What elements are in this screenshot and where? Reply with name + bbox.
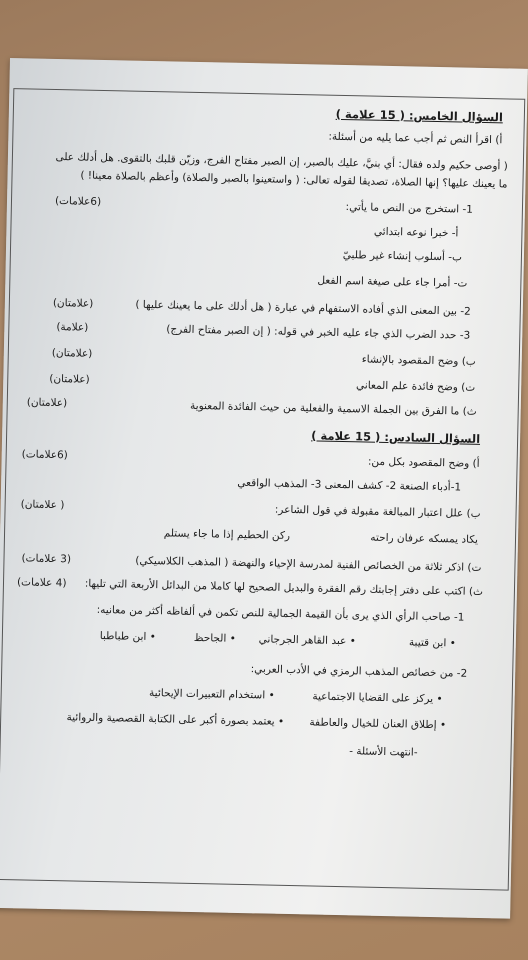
q6-part-a: أ) وضح المقصود بكل من: (367, 455, 480, 470)
q5-instruction: أ) اقرأ النص ثم أجب عما يليه من أسئلة: (328, 130, 503, 147)
passage-line-1: ( أوصى حكيم ولده فقال: أي بنيَّ، عليك بالصبر، إن الصبر مفتاح الفرج، وزيّن قلبك بالتقوى. هل أدلك على (55, 150, 508, 173)
q6-part-b: ب) علل اعتبار المبالغة مقبولة في قول الشاعر: (274, 503, 481, 520)
q6-part-a-items: 1-أدباء الصنعة 2- كشف المعنى 3- المذهب الواقعي (237, 476, 462, 494)
passage-line-2: ما يعينك عليها؟ إنها الصلاة، تصديقا لقوله تعالى: ( واستعينوا بالصبر والصلاة) وأعظم بالصلاة معينا! ) (80, 169, 508, 191)
q5-part-b: ب) وضح المقصود بالإنشاء (361, 353, 476, 368)
q6-title: السؤال السادس: ( 15 علامة ) (311, 428, 481, 446)
q5-item-1b: ب- أسلوب إنشاء غير طلبيّ (342, 249, 463, 264)
q5-item-3-mark: (علامة) (56, 321, 89, 334)
q6-part-c: ت) اذكر ثلاثة من الخصائص الفنية لمدرسة الإحياء والنهضة ( المذهب الكلاسيكي) (135, 554, 482, 574)
q5-part-d: ث) ما الفرق بين الجملة الاسمية والفعلية من حيث الفائدة المعنوية (189, 399, 477, 418)
q5-part-b-mark: (علامتان) (51, 346, 93, 360)
d1-option-1: • ابن قتيبة (409, 636, 456, 649)
d1-option-2: • عبد القاهر الجرجاني (259, 633, 356, 647)
q5-part-d-mark: (علامتان) (26, 396, 68, 410)
q5-item-3: 3- حدد الضرب الذي جاء عليه الخبر في قوله: ( إن الصبر مفتاح الفرج) (166, 323, 471, 342)
d2-option-4: • يعتمد بصورة أكبر على الكتابة القصصية والروائية (66, 711, 284, 728)
q6-part-c-mark: (3 علامات) (21, 552, 72, 566)
q5-item-1c: ت- أمرا جاء على صيغة اسم الفعل (317, 274, 468, 290)
end-of-questions: -انتهت الأسئلة - (349, 745, 418, 759)
q5-item-2: 2- بين المعنى الذي أفاده الاستفهام في عبارة ( هل أدلك على ما يعينك عليها ) (135, 298, 471, 318)
q5-item-1-mark: (6علامات) (54, 194, 102, 208)
q5-part-c: ت) وضح فائدة علم المعاني (355, 379, 476, 394)
verse-second-half: ركن الحطيم إذا ما جاء يستلم (163, 527, 291, 542)
q5-item-1a: أ- خبرا نوعه ابتدائي (373, 225, 459, 240)
q6-part-a-mark: (6علامات) (21, 448, 68, 462)
q5-part-c-mark: (علامتان) (49, 372, 90, 386)
q5-title: السؤال الخامس: ( 15 علامة ) (335, 106, 504, 125)
q6-item-2: 2- من خصائص المذهب الرمزي في الأدب العربي: (250, 663, 468, 680)
verse-first-half: يكاد يمسكه عرفان راحته (370, 531, 479, 546)
exam-paper (0, 58, 528, 919)
q5-item-2-mark: (علامتان) (52, 296, 94, 310)
d2-option-2: • استخدام التعبيرات الإيحائية (149, 687, 275, 702)
q6-part-d-mark: (4 علامات) (16, 576, 67, 590)
q6-part-b-mark: ( علامتان) (20, 498, 65, 512)
q5-item-1: 1- استخرج من النص ما يأتي: (345, 201, 474, 216)
d1-option-4: • ابن طباطبا (100, 630, 156, 643)
q6-part-d: ث) اكتب على دفتر إجابتك رقم الفقرة والبديل الصحيح لها كاملا من البدائل الأربعة التي تليها: (84, 577, 484, 599)
d2-option-1: • يركز على القضايا الاجتماعية (312, 690, 443, 705)
d2-option-3: • إطلاق العنان للخيال والعاطفة (309, 716, 446, 731)
q6-item-1: 1- صاحب الرأي الذي يرى بأن القيمة الجمالية للنص تكمن في ألفاظه أكثر من معانيه: (96, 603, 465, 624)
d1-option-3: • الجاحظ (194, 632, 236, 645)
